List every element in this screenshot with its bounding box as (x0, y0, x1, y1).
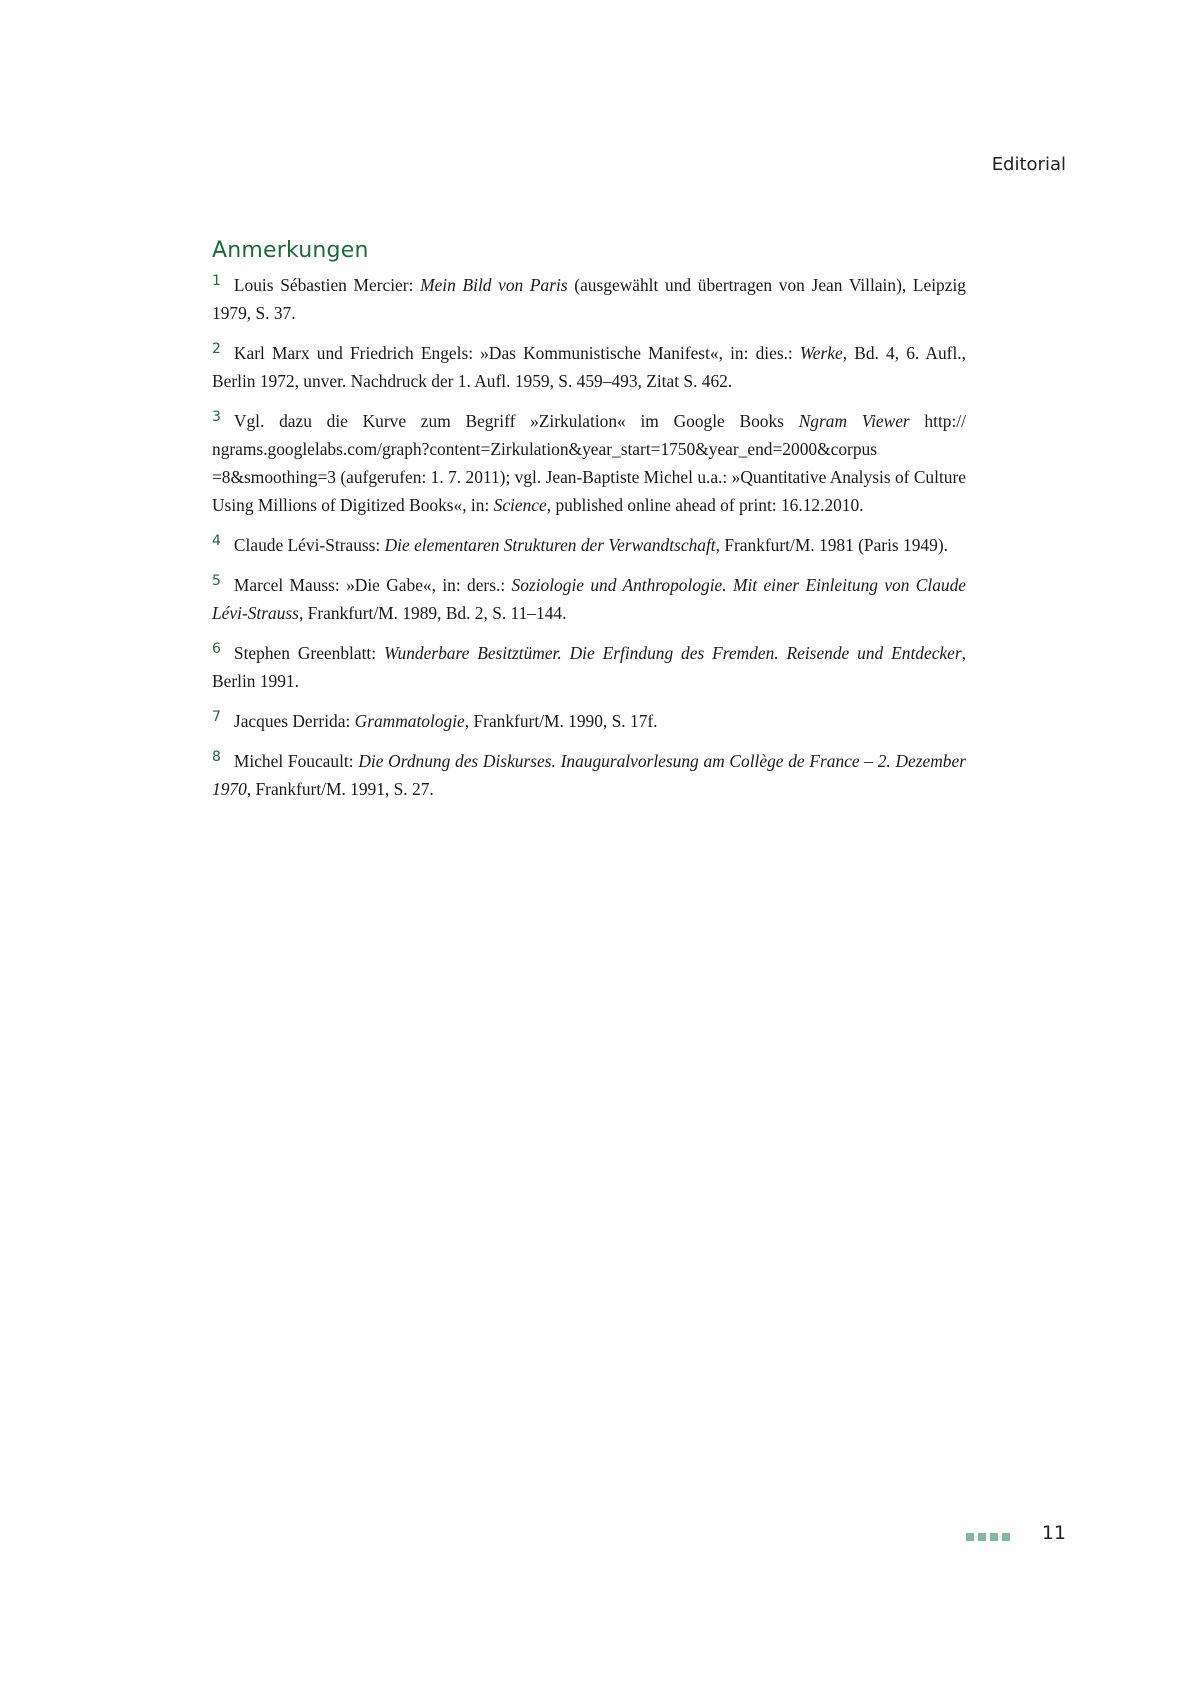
notes-section (212, 238, 966, 811)
square-icon (990, 1533, 998, 1541)
footnote-number: 7 (212, 709, 221, 725)
footnote: $^5$ Marcel Mauss: »Die Gabe«, in: ders.: Soziologie und Anthropologie. Mit einer Einleitung von Claude Lévi-Strauss, Frankfurt/M. 1989, Bd. 2, S. 11–144. (212, 573, 967, 623)
square-icon (978, 1533, 986, 1541)
section-title: Anmerkungen (212, 238, 369, 263)
footnote: $^1$ Louis Sébastien Mercier: Mein Bild von Paris (ausgewählt und übertragen von Jean Villain), Leipzig 1979, S. 37. (212, 273, 966, 323)
footnote-number: 2 (212, 341, 221, 357)
footnote-number: 8 (212, 749, 221, 765)
footnote-number: 5 (212, 573, 221, 589)
footnote-number: 1 (212, 273, 221, 289)
square-icon (966, 1533, 974, 1541)
footnote: $^2$ Karl Marx und Friedrich Engels: »Das Kommunistische Manifest«, in: dies.: Werke, Bd. 4, 6. Aufl., Berlin 1972, unver. Nachdruck der 1. Aufl. 1959, S. 459–493, Zitat S. 462. (212, 341, 966, 391)
footnote: $^7$ Jacques Derrida: Grammatologie, Frankfurt/M. 1990, S. 17f. (212, 709, 658, 731)
footnote: $^3$ Vgl. dazu die Kurve zum Begriff »Zirkulation« im Google Books Ngram Viewer http://​ngrams.googlelabs.com/graph?content=Zirkulation&year_start=1750&year_end=2000&corpus​=8&smoothing=3 (aufgerufen: 1. 7. 2011); vgl. Jean-Baptiste Michel u.a.: »Quantitative Analysis of Culture Using Millions of Digitized Books«, in: Science, published online ahead of print: 16.12.2010. (212, 409, 966, 515)
footnote-number: 6 (212, 641, 221, 657)
footnote-number: 3 (212, 409, 221, 425)
footer-decoration (966, 1533, 1010, 1541)
footnote: $^6$ Stephen Greenblatt: Wunderbare Besitztümer. Die Erfindung des Fremden. Reisende und Entdecker, Berlin 1991. (212, 641, 966, 691)
footnote-number: 4 (212, 533, 221, 549)
footnote: $^4$ Claude Lévi-Strauss: Die elementaren Strukturen der Verwandtschaft, Frankfurt/M. 1981 (Paris 1949). (212, 533, 948, 555)
running-head: Editorial (991, 154, 1066, 175)
square-icon (1002, 1533, 1010, 1541)
page-number: 11 (1041, 1522, 1066, 1544)
footnote: $^8$ Michel Foucault: Die Ordnung des Diskurses. Inauguralvorlesung am Collège de France – 2. Dezember 1970, Frankfurt/M. 1991, S. 27. (212, 749, 966, 799)
